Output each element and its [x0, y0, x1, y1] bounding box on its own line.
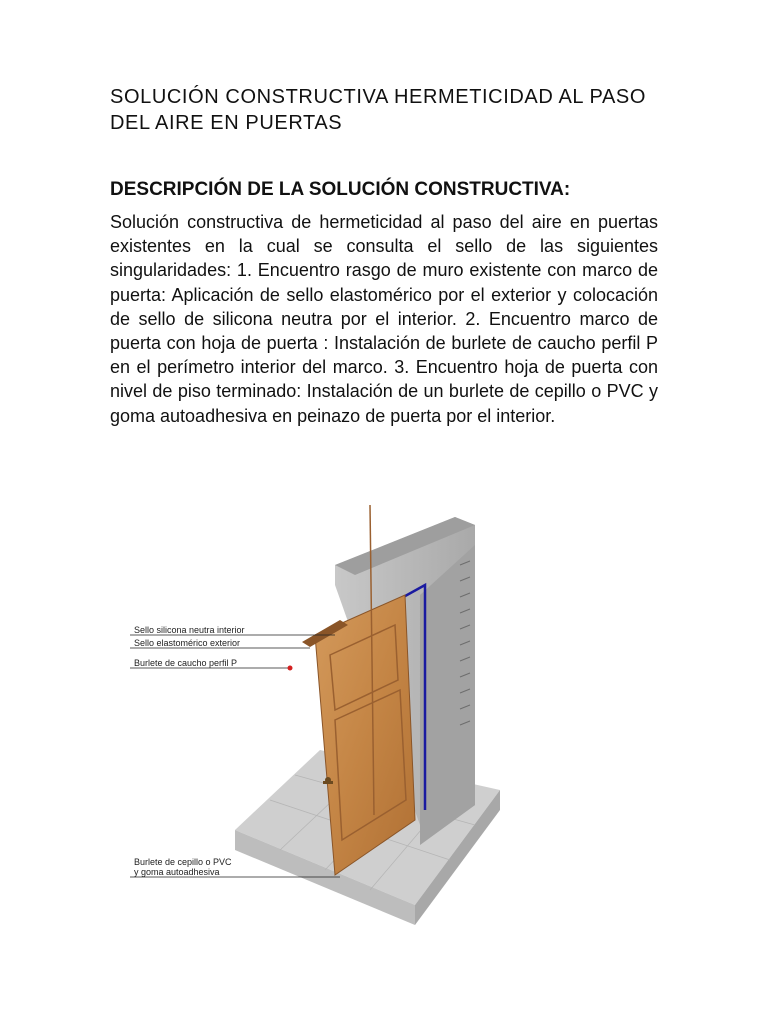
- callout-elastomeric: Sello elastomérico exterior: [134, 638, 241, 648]
- callout-brush-line1: Burlete de cepillo o PVC: [134, 857, 232, 867]
- document-title: [110, 84, 658, 136]
- door-illustration-svg: [130, 505, 510, 925]
- door-sealing-illustration: [130, 505, 510, 925]
- title-line-2: DEL AIRE EN PUERTAS: [110, 112, 343, 134]
- callout-brush-line2: y goma autoadhesiva: [134, 867, 220, 877]
- callout-rubber: Burlete de caucho perfil P: [134, 658, 238, 668]
- title-line-1: SOLUCIÓN CONSTRUCTIVA HERMETICIDAD AL PASO: [110, 86, 647, 108]
- rubber-marker: [288, 666, 293, 671]
- description-paragraph: Solución constructiva de hermeticidad al paso del aire en puertas existentes en la cual se consulta el sello de las siguientes singularidades: 1. Encuentro rasgo de muro existente con marco de puerta: Aplicación de sello elastomérico por el exterior y colocación de sello de silicona neutra por el interior. 2. Encuentro marco de puerta con hoja de puerta : Instalación de burlete de caucho perfil P en el perímetro interior del marco. 3. Encuentro hoja de puerta con nivel de piso terminado: Instalación de un burlete de cepillo o PVC y goma autoadhesiva en peinazo de puerta por el interior.: [110, 212, 658, 426]
- section-heading: DESCRIPCIÓN DE LA SOLUCIÓN CONSTRUCTIVA:: [110, 179, 571, 200]
- callout-silicone: Sello silicona neutra interior: [134, 625, 245, 635]
